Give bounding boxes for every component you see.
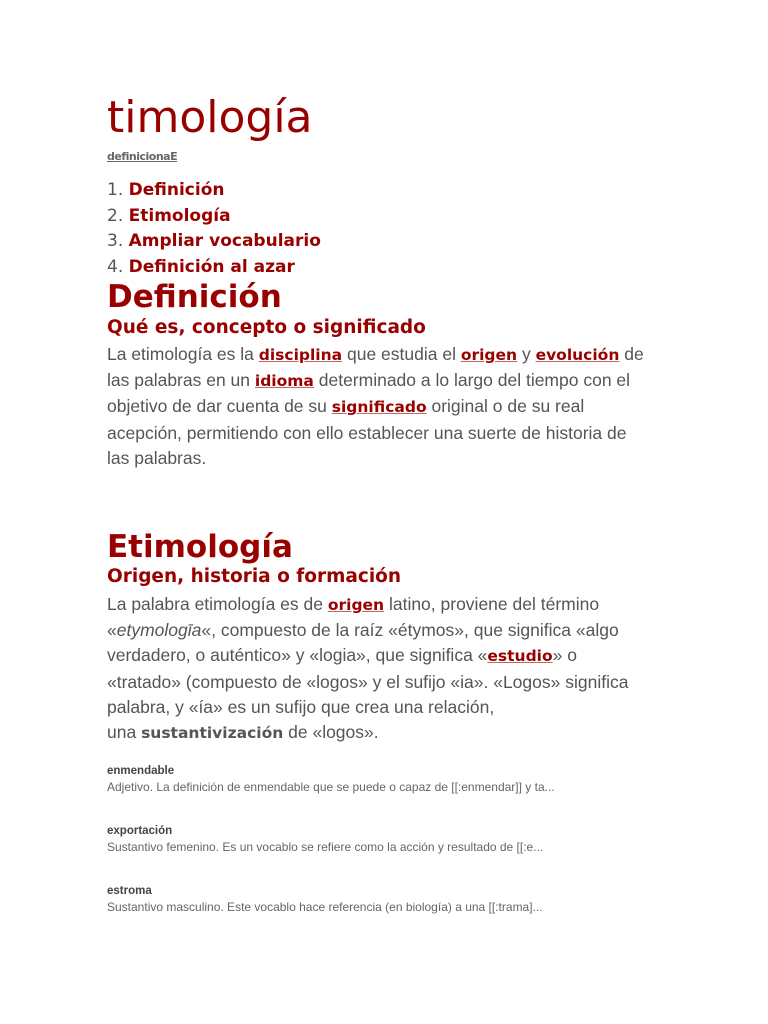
toc-number: 3.: [107, 231, 124, 251]
vocab-word-link[interactable]: enmendable: [107, 765, 175, 777]
text: y: [517, 344, 536, 364]
text: «: [107, 620, 117, 641]
paragraph-line: [107, 618, 667, 643]
paragraph-line: «tratado» (compuesto de «logos» y el sufijo «ia». «Logos» significa: [107, 671, 629, 692]
paragraph-line: las palabras.: [107, 447, 207, 468]
paragraph-line: [107, 643, 667, 669]
paragraph-line: palabra, y «ía» es un sufijo que crea una relación,: [107, 696, 495, 717]
text: La palabra etimología es de: [107, 594, 328, 614]
keyword-link-disciplina[interactable]: disciplina: [258, 346, 343, 364]
vocab-entry: [107, 764, 667, 796]
paragraph-line: [107, 342, 667, 368]
paragraph-line: [107, 394, 667, 420]
toc-link-definicion[interactable]: Definición: [128, 180, 225, 200]
vocab-entry: [107, 884, 667, 916]
keyword-link-origen[interactable]: origen: [460, 346, 518, 364]
toc-number: 4.: [107, 256, 124, 277]
toc-item-vocabulario: [107, 229, 321, 255]
toc-item-etimologia: [107, 204, 321, 230]
vocab-entry: [107, 824, 667, 856]
paragraph-line: [107, 368, 667, 394]
toc-link-azar[interactable]: Definición al azar: [128, 256, 295, 277]
toc-item-azar: [107, 255, 321, 281]
author-link[interactable]: definicionaE: [107, 150, 178, 163]
vocab-definition: Sustantivo femenino. Es un vocablo se refiere como la acción y resultado de [[:e...: [107, 840, 544, 854]
keyword-link-evolucion[interactable]: evolución: [535, 346, 620, 364]
etimologia-subheading: Origen, historia o formación: [107, 566, 402, 587]
text: de: [619, 344, 644, 364]
italic-term: etymologīa: [116, 620, 202, 641]
text: » o: [552, 645, 577, 666]
vocab-word-link[interactable]: estroma: [107, 885, 152, 897]
text: objetivo de dar cuenta de su: [107, 396, 332, 417]
paragraph-line: acepción, permitiendo con ello establecer una suerte de historia de: [107, 422, 627, 443]
text: que estudia el: [342, 344, 461, 364]
definicion-heading: Definición: [107, 279, 282, 315]
text: La etimología es la: [107, 344, 259, 364]
vocab-word-link[interactable]: exportación: [107, 825, 173, 837]
text: latino, proviene del término: [384, 594, 600, 614]
toc-link-etimologia[interactable]: Etimología: [128, 205, 231, 226]
paragraph-line: [107, 592, 667, 618]
toc-item-definicion: [107, 178, 321, 204]
bold-term: sustantivización: [141, 724, 284, 743]
keyword-link-estudio[interactable]: estudio: [487, 647, 553, 666]
vocab-definition: Adjetivo. La definición de enmendable que se puede o capaz de [[:enmendar]] y ta...: [107, 780, 555, 794]
keyword-link-origen[interactable]: origen: [327, 596, 385, 614]
etimologia-heading: Etimología: [107, 529, 293, 565]
toc-number: 1.: [107, 180, 124, 200]
definicion-paragraph: [107, 342, 667, 471]
table-of-contents: [107, 178, 321, 280]
definicion-subheading: Qué es, concepto o significado: [107, 317, 426, 338]
keyword-link-significado[interactable]: significado: [331, 398, 427, 417]
text: las palabras en un: [107, 370, 255, 391]
text: «, compuesto de la raíz «étymos», que significa «algo: [201, 620, 619, 641]
paragraph-line: [107, 720, 667, 746]
toc-link-vocabulario[interactable]: Ampliar vocabulario: [128, 231, 321, 251]
text: de «logos».: [283, 722, 379, 743]
text: original o de su real: [426, 396, 585, 417]
vocab-definition: Sustantivo masculino. Este vocablo hace referencia (en biología) a una [[:trama]...: [107, 900, 543, 914]
toc-number: 2.: [107, 205, 124, 226]
text: una: [107, 722, 142, 743]
text: determinado a lo largo del tiempo con el: [313, 370, 631, 391]
etimologia-paragraph: [107, 592, 667, 746]
page-title: timología: [107, 92, 313, 143]
keyword-link-idioma[interactable]: idioma: [254, 372, 314, 391]
text: verdadero, o auténtico» y «logia», que significa «: [107, 645, 488, 666]
